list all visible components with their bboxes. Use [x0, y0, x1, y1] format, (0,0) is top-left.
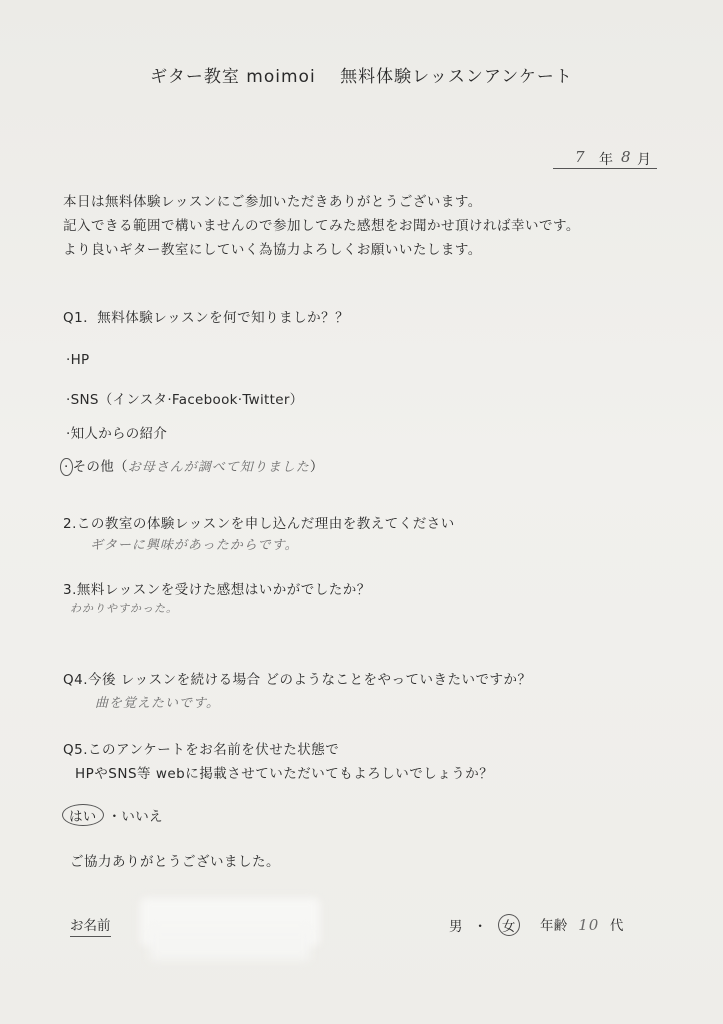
q1-option-other: [60, 455, 324, 476]
gender-male: 男: [449, 919, 463, 935]
q5-question-line-2: HPやSNS等 webに掲載させていただいてもよろしいでしょうか？: [75, 766, 494, 782]
intro-line-2: 記入できる範囲で構いませんので参加してみた感想をお聞かせ頂ければ幸いです。: [63, 218, 580, 234]
q4-question: Q4.今後 レッスンを続ける場合 どのようなことをやっていきたいですか？: [63, 672, 532, 688]
name-label: お名前: [70, 914, 111, 937]
gender-field: [449, 914, 520, 936]
q1-other-close: ）: [309, 459, 324, 475]
q3-answer-handwritten: わかりやすかった。: [70, 602, 178, 615]
intro-line-1: 本日は無料体験レッスンにご参加いただきありがとうございます。: [63, 194, 482, 210]
intro-line-3: より良いギター教室にしていく為協力よろしくお願いいたします。: [63, 242, 482, 258]
redacted-name-overflow: [150, 930, 310, 960]
date-field: [553, 148, 657, 169]
survey-title: ギター教室 moimoi 無料体験レッスンアンケート: [150, 67, 573, 87]
q2-answer-handwritten: ギターに興味があったからです。: [90, 538, 299, 553]
age-label: 年齢: [540, 918, 568, 934]
selected-circle-mark: ·: [60, 458, 73, 476]
gender-female-circled: 女: [498, 914, 520, 936]
q1-other-label: その他（: [72, 459, 128, 475]
q5-no: ・いいえ: [107, 809, 163, 825]
age-value-handwritten: 10: [578, 916, 600, 934]
date-day-handwritten: 8: [621, 148, 631, 166]
q2-question: 2.この教室の体験レッスンを申し込んだ理由を教えてください: [63, 516, 455, 532]
age-field: [540, 914, 624, 934]
q1-question: Q1．無料体験レッスンを何で知りましか？？: [63, 310, 350, 326]
q1-other-answer-handwritten: お母さんが調べて知りました: [127, 460, 310, 475]
q3-question: 3.無料レッスンを受けた感想はいかがでしたか？: [63, 582, 371, 598]
q1-option-hp: ·HP: [66, 352, 90, 368]
date-day-label: 月: [637, 152, 651, 168]
q1-option-referral: ·知人からの紹介: [66, 426, 168, 442]
q1-option-sns: ·SNS（インスタ·Facebook·Twitter）: [66, 392, 304, 408]
date-month-label: 年: [599, 152, 613, 168]
q5-question-line-1: Q5.このアンケートをお名前を伏せた状態で: [63, 742, 340, 758]
q5-answer: [62, 804, 163, 826]
thanks-text: ご協力ありがとうございました。: [70, 854, 280, 870]
date-month-handwritten: 7: [575, 148, 585, 166]
gender-separator: ・: [473, 919, 488, 935]
age-suffix: 代: [609, 918, 624, 934]
q5-yes-circled: はい: [62, 804, 104, 826]
q4-answer-handwritten: 曲を覚えたいです。: [95, 696, 220, 711]
